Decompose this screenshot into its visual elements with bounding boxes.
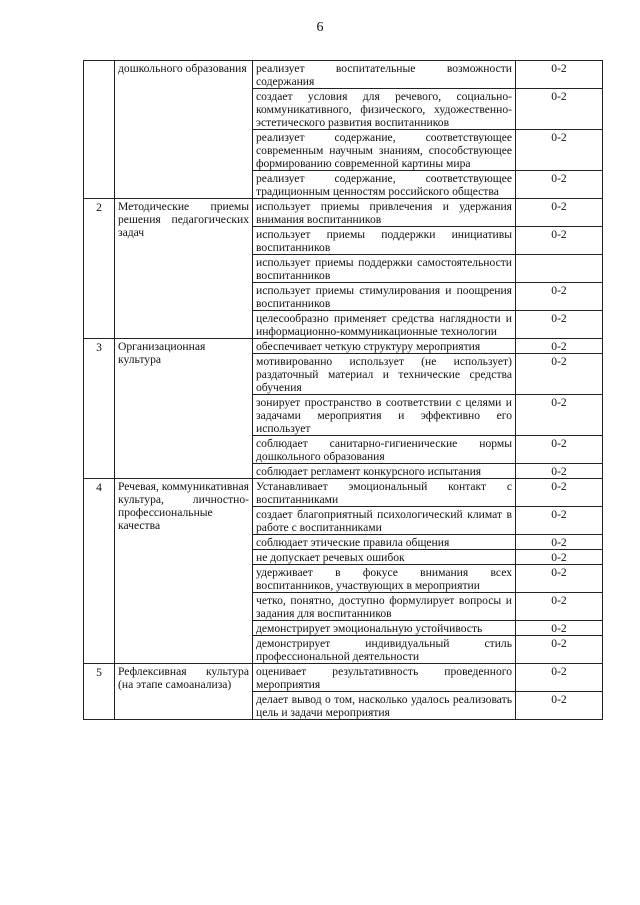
indicator-text: оценивает результативность проведенного мероприятия bbox=[253, 664, 516, 692]
table-row bbox=[84, 479, 603, 507]
indicator-score bbox=[516, 255, 603, 283]
indicator-text: реализует воспитательные возможности содержания bbox=[253, 61, 516, 89]
criterion-number bbox=[84, 61, 115, 199]
indicator-text: использует приемы привлечения и удержания внимания воспитанников bbox=[253, 199, 516, 227]
indicator-text: использует приемы поддержки самостоятельности воспитанников bbox=[253, 255, 516, 283]
indicator-text: Устанавливает эмоциональный контакт с воспитанниками bbox=[253, 479, 516, 507]
indicator-text: демонстрирует индивидуальный стиль профессиональной деятельности bbox=[253, 636, 516, 664]
indicator-text: мотивированно использует (не использует) раздаточный материал и технические средства обучения bbox=[253, 354, 516, 395]
indicator-text: четко, понятно, доступно формулирует вопросы и задания для воспитанников bbox=[253, 593, 516, 621]
indicator-text: реализует содержание, соответствующее традиционным ценностям российского общества bbox=[253, 171, 516, 199]
indicator-score: 0-2 bbox=[516, 692, 603, 720]
indicator-text: зонирует пространство в соответствии с целями и задачами мероприятия и эффективно его использует bbox=[253, 395, 516, 436]
indicator-text: использует приемы стимулирования и поощрения воспитанников bbox=[253, 283, 516, 311]
indicator-text: удерживает в фокусе внимания всех воспитанников, участвующих в мероприятии bbox=[253, 565, 516, 593]
indicator-score: 0-2 bbox=[516, 664, 603, 692]
indicator-score: 0-2 bbox=[516, 311, 603, 339]
table-row bbox=[84, 664, 603, 692]
indicator-score: 0-2 bbox=[516, 199, 603, 227]
indicator-text: реализует содержание, соответствующее современным научным знаниям, способствующее формированию современной картины мира bbox=[253, 130, 516, 171]
indicator-text: целесообразно применяет средства наглядности и информационно-коммуникационные технологии bbox=[253, 311, 516, 339]
criterion-name: Методические приемы решения педагогических задач bbox=[115, 199, 253, 339]
indicator-score: 0-2 bbox=[516, 61, 603, 89]
indicator-text: создает условия для речевого, социально-коммуникативного, физического, художественно-эстетического развития воспитанников bbox=[253, 89, 516, 130]
indicator-score: 0-2 bbox=[516, 227, 603, 255]
indicator-score: 0-2 bbox=[516, 283, 603, 311]
criterion-name: дошкольного образования bbox=[115, 61, 253, 199]
indicator-text: делает вывод о том, насколько удалось реализовать цель и задачи мероприятия bbox=[253, 692, 516, 720]
criterion-number: 2 bbox=[84, 199, 115, 339]
indicator-text: использует приемы поддержки инициативы воспитанников bbox=[253, 227, 516, 255]
criterion-number: 3 bbox=[84, 339, 115, 479]
criterion-name: Рефлексивная культура (на этапе самоанализа) bbox=[115, 664, 253, 720]
table-row bbox=[84, 199, 603, 227]
indicator-score: 0-2 bbox=[516, 339, 603, 354]
criterion-name: Организационная культура bbox=[115, 339, 253, 479]
indicator-text: соблюдает регламент конкурсного испытания bbox=[253, 464, 516, 479]
indicator-score: 0-2 bbox=[516, 535, 603, 550]
indicator-text: обеспечивает четкую структуру мероприятия bbox=[253, 339, 516, 354]
indicator-text: соблюдает санитарно-гигиенические нормы дошкольного образования bbox=[253, 436, 516, 464]
indicator-score: 0-2 bbox=[516, 395, 603, 436]
indicator-text: не допускает речевых ошибок bbox=[253, 550, 516, 565]
table-row bbox=[84, 61, 603, 89]
table-row bbox=[84, 339, 603, 354]
indicator-text: создает благоприятный психологический климат в работе с воспитанниками bbox=[253, 507, 516, 535]
indicator-score: 0-2 bbox=[516, 130, 603, 171]
criteria-table bbox=[83, 60, 603, 720]
indicator-score: 0-2 bbox=[516, 565, 603, 593]
criterion-name: Речевая, коммуникативная культура, личностно-профессиональные качества bbox=[115, 479, 253, 664]
indicator-score: 0-2 bbox=[516, 636, 603, 664]
indicator-score: 0-2 bbox=[516, 89, 603, 130]
criterion-number: 5 bbox=[84, 664, 115, 720]
indicator-score: 0-2 bbox=[516, 354, 603, 395]
indicator-text: соблюдает этические правила общения bbox=[253, 535, 516, 550]
indicator-text: демонстрирует эмоциональную устойчивость bbox=[253, 621, 516, 636]
indicator-score: 0-2 bbox=[516, 550, 603, 565]
criterion-number: 4 bbox=[84, 479, 115, 664]
indicator-score: 0-2 bbox=[516, 621, 603, 636]
indicator-score: 0-2 bbox=[516, 436, 603, 464]
indicator-score: 0-2 bbox=[516, 593, 603, 621]
indicator-score: 0-2 bbox=[516, 507, 603, 535]
indicator-score: 0-2 bbox=[516, 171, 603, 199]
page-number: 6 bbox=[316, 20, 324, 35]
indicator-score: 0-2 bbox=[516, 479, 603, 507]
indicator-score: 0-2 bbox=[516, 464, 603, 479]
